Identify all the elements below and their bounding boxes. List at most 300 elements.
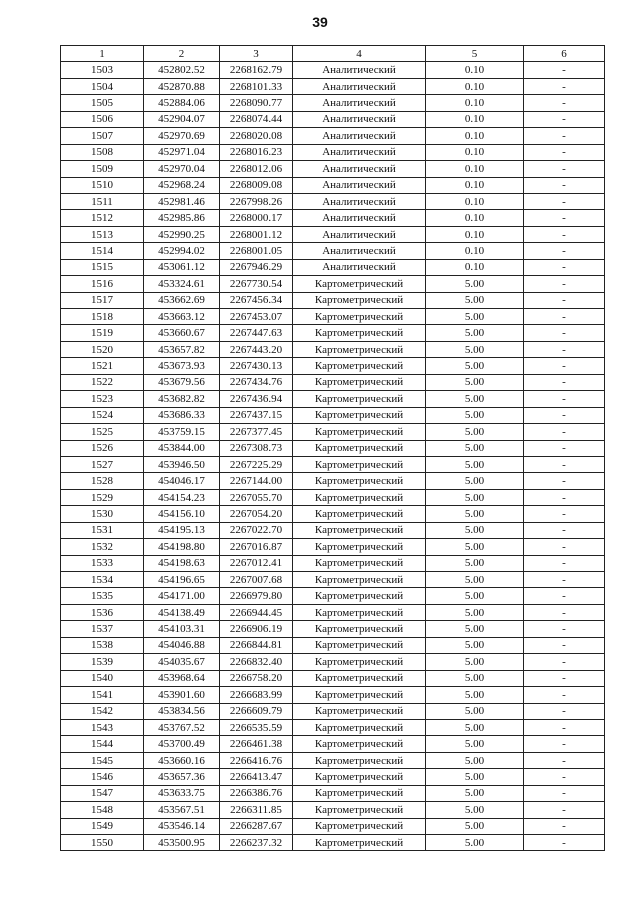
cell-note: -	[524, 588, 605, 604]
table-row	[61, 736, 605, 752]
table-row	[61, 802, 605, 818]
cell-point-number: 1547	[61, 785, 144, 801]
table-row	[61, 719, 605, 735]
cell-method: Картометрический	[293, 522, 426, 538]
cell-x-coordinate: 453682.82	[144, 391, 220, 407]
cell-x-coordinate: 452968.24	[144, 177, 220, 193]
cell-method: Картометрический	[293, 802, 426, 818]
table-row	[61, 341, 605, 357]
cell-accuracy: 5.00	[426, 769, 524, 785]
cell-note: -	[524, 407, 605, 423]
cell-accuracy: 5.00	[426, 621, 524, 637]
cell-note: -	[524, 325, 605, 341]
cell-point-number: 1548	[61, 802, 144, 818]
cell-x-coordinate: 453657.82	[144, 341, 220, 357]
cell-point-number: 1515	[61, 259, 144, 275]
table-row	[61, 62, 605, 78]
cell-y-coordinate: 2266844.81	[220, 637, 293, 653]
cell-x-coordinate: 453679.56	[144, 374, 220, 390]
table-row	[61, 358, 605, 374]
cell-accuracy: 5.00	[426, 473, 524, 489]
cell-point-number: 1520	[61, 341, 144, 357]
cell-method: Картометрический	[293, 588, 426, 604]
cell-note: -	[524, 424, 605, 440]
cell-accuracy: 0.10	[426, 210, 524, 226]
cell-x-coordinate: 452994.02	[144, 243, 220, 259]
cell-y-coordinate: 2266758.20	[220, 670, 293, 686]
cell-y-coordinate: 2266906.19	[220, 621, 293, 637]
cell-note: -	[524, 62, 605, 78]
cell-note: -	[524, 341, 605, 357]
cell-method: Аналитический	[293, 243, 426, 259]
cell-x-coordinate: 452884.06	[144, 95, 220, 111]
cell-point-number: 1534	[61, 572, 144, 588]
cell-y-coordinate: 2267437.15	[220, 407, 293, 423]
cell-point-number: 1525	[61, 424, 144, 440]
cell-note: -	[524, 177, 605, 193]
table-row	[61, 193, 605, 209]
cell-note: -	[524, 736, 605, 752]
cell-point-number: 1538	[61, 637, 144, 653]
coordinates-table	[60, 45, 605, 851]
cell-x-coordinate: 453500.95	[144, 835, 220, 851]
cell-y-coordinate: 2267377.45	[220, 424, 293, 440]
table-row	[61, 309, 605, 325]
cell-point-number: 1550	[61, 835, 144, 851]
table-header	[61, 46, 605, 62]
table-row	[61, 604, 605, 620]
cell-x-coordinate: 453324.61	[144, 276, 220, 292]
cell-x-coordinate: 452985.86	[144, 210, 220, 226]
cell-point-number: 1543	[61, 719, 144, 735]
cell-note: -	[524, 128, 605, 144]
cell-accuracy: 5.00	[426, 309, 524, 325]
cell-x-coordinate: 452971.04	[144, 144, 220, 160]
cell-method: Аналитический	[293, 111, 426, 127]
cell-note: -	[524, 243, 605, 259]
cell-x-coordinate: 453844.00	[144, 440, 220, 456]
cell-y-coordinate: 2267447.63	[220, 325, 293, 341]
cell-x-coordinate: 453061.12	[144, 259, 220, 275]
cell-accuracy: 5.00	[426, 341, 524, 357]
cell-method: Картометрический	[293, 703, 426, 719]
column-header-x-coordinate: 2	[144, 46, 220, 62]
cell-note: -	[524, 703, 605, 719]
table-row	[61, 243, 605, 259]
cell-accuracy: 5.00	[426, 752, 524, 768]
cell-note: -	[524, 226, 605, 242]
cell-method: Аналитический	[293, 62, 426, 78]
cell-y-coordinate: 2267434.76	[220, 374, 293, 390]
cell-accuracy: 5.00	[426, 456, 524, 472]
cell-y-coordinate: 2268001.05	[220, 243, 293, 259]
cell-accuracy: 5.00	[426, 572, 524, 588]
cell-method: Картометрический	[293, 604, 426, 620]
cell-point-number: 1518	[61, 309, 144, 325]
cell-x-coordinate: 454196.65	[144, 572, 220, 588]
cell-point-number: 1529	[61, 489, 144, 505]
cell-accuracy: 5.00	[426, 506, 524, 522]
cell-note: -	[524, 802, 605, 818]
cell-method: Картометрический	[293, 719, 426, 735]
cell-method: Картометрический	[293, 670, 426, 686]
table-row	[61, 161, 605, 177]
cell-method: Картометрический	[293, 473, 426, 489]
cell-point-number: 1505	[61, 95, 144, 111]
cell-x-coordinate: 453662.69	[144, 292, 220, 308]
cell-accuracy: 0.10	[426, 95, 524, 111]
cell-point-number: 1542	[61, 703, 144, 719]
column-header-note: 6	[524, 46, 605, 62]
cell-x-coordinate: 453968.64	[144, 670, 220, 686]
cell-method: Аналитический	[293, 177, 426, 193]
cell-accuracy: 5.00	[426, 719, 524, 735]
cell-x-coordinate: 454198.80	[144, 539, 220, 555]
cell-note: -	[524, 539, 605, 555]
cell-accuracy: 5.00	[426, 654, 524, 670]
column-header-y-coordinate: 3	[220, 46, 293, 62]
table-row	[61, 111, 605, 127]
cell-accuracy: 5.00	[426, 637, 524, 653]
table-row	[61, 391, 605, 407]
cell-method: Картометрический	[293, 555, 426, 571]
cell-y-coordinate: 2266944.45	[220, 604, 293, 620]
cell-accuracy: 5.00	[426, 391, 524, 407]
cell-accuracy: 5.00	[426, 703, 524, 719]
page-number: 39	[312, 14, 328, 30]
cell-method: Картометрический	[293, 325, 426, 341]
table-row	[61, 621, 605, 637]
cell-x-coordinate: 453767.52	[144, 719, 220, 735]
cell-x-coordinate: 453673.93	[144, 358, 220, 374]
cell-accuracy: 5.00	[426, 358, 524, 374]
table-row	[61, 752, 605, 768]
cell-point-number: 1504	[61, 78, 144, 94]
cell-note: -	[524, 144, 605, 160]
cell-accuracy: 5.00	[426, 555, 524, 571]
cell-note: -	[524, 111, 605, 127]
cell-method: Картометрический	[293, 456, 426, 472]
cell-accuracy: 5.00	[426, 374, 524, 390]
cell-point-number: 1540	[61, 670, 144, 686]
cell-method: Картометрический	[293, 506, 426, 522]
cell-accuracy: 5.00	[426, 489, 524, 505]
cell-point-number: 1539	[61, 654, 144, 670]
cell-x-coordinate: 454046.17	[144, 473, 220, 489]
cell-y-coordinate: 2266287.67	[220, 818, 293, 834]
cell-method: Аналитический	[293, 78, 426, 94]
cell-y-coordinate: 2267016.87	[220, 539, 293, 555]
cell-point-number: 1528	[61, 473, 144, 489]
cell-accuracy: 5.00	[426, 276, 524, 292]
cell-y-coordinate: 2267144.00	[220, 473, 293, 489]
table-row	[61, 292, 605, 308]
table-row	[61, 128, 605, 144]
cell-point-number: 1530	[61, 506, 144, 522]
cell-x-coordinate: 453657.36	[144, 769, 220, 785]
cell-accuracy: 5.00	[426, 539, 524, 555]
cell-point-number: 1536	[61, 604, 144, 620]
cell-point-number: 1510	[61, 177, 144, 193]
cell-note: -	[524, 522, 605, 538]
cell-method: Аналитический	[293, 259, 426, 275]
table-row	[61, 572, 605, 588]
table-row	[61, 555, 605, 571]
cell-accuracy: 5.00	[426, 670, 524, 686]
cell-x-coordinate: 453633.75	[144, 785, 220, 801]
table-row	[61, 144, 605, 160]
table-row	[61, 522, 605, 538]
cell-point-number: 1527	[61, 456, 144, 472]
cell-point-number: 1503	[61, 62, 144, 78]
cell-x-coordinate: 453546.14	[144, 818, 220, 834]
table-row	[61, 818, 605, 834]
cell-y-coordinate: 2266461.38	[220, 736, 293, 752]
cell-x-coordinate: 453946.50	[144, 456, 220, 472]
cell-method: Картометрический	[293, 835, 426, 851]
cell-method: Аналитический	[293, 144, 426, 160]
cell-y-coordinate: 2266237.32	[220, 835, 293, 851]
cell-y-coordinate: 2266386.76	[220, 785, 293, 801]
cell-x-coordinate: 454035.67	[144, 654, 220, 670]
cell-point-number: 1511	[61, 193, 144, 209]
cell-note: -	[524, 785, 605, 801]
table-row	[61, 78, 605, 94]
cell-note: -	[524, 358, 605, 374]
cell-point-number: 1522	[61, 374, 144, 390]
cell-accuracy: 0.10	[426, 259, 524, 275]
cell-point-number: 1537	[61, 621, 144, 637]
cell-note: -	[524, 193, 605, 209]
cell-y-coordinate: 2267436.94	[220, 391, 293, 407]
cell-point-number: 1541	[61, 687, 144, 703]
cell-y-coordinate: 2266609.79	[220, 703, 293, 719]
cell-accuracy: 5.00	[426, 802, 524, 818]
cell-x-coordinate: 452970.69	[144, 128, 220, 144]
cell-point-number: 1545	[61, 752, 144, 768]
table-row	[61, 769, 605, 785]
cell-y-coordinate: 2268074.44	[220, 111, 293, 127]
cell-y-coordinate: 2268009.08	[220, 177, 293, 193]
cell-note: -	[524, 440, 605, 456]
cell-method: Аналитический	[293, 226, 426, 242]
cell-note: -	[524, 276, 605, 292]
cell-point-number: 1526	[61, 440, 144, 456]
cell-y-coordinate: 2268000.17	[220, 210, 293, 226]
cell-method: Картометрический	[293, 489, 426, 505]
cell-method: Картометрический	[293, 309, 426, 325]
cell-y-coordinate: 2268162.79	[220, 62, 293, 78]
cell-x-coordinate: 452970.04	[144, 161, 220, 177]
cell-method: Картометрический	[293, 818, 426, 834]
cell-x-coordinate: 454198.63	[144, 555, 220, 571]
table-row	[61, 276, 605, 292]
cell-point-number: 1507	[61, 128, 144, 144]
cell-x-coordinate: 453759.15	[144, 424, 220, 440]
cell-y-coordinate: 2266832.40	[220, 654, 293, 670]
cell-point-number: 1523	[61, 391, 144, 407]
cell-note: -	[524, 161, 605, 177]
cell-y-coordinate: 2268012.06	[220, 161, 293, 177]
cell-method: Картометрический	[293, 374, 426, 390]
cell-note: -	[524, 670, 605, 686]
cell-point-number: 1524	[61, 407, 144, 423]
cell-note: -	[524, 604, 605, 620]
cell-note: -	[524, 818, 605, 834]
cell-x-coordinate: 454046.88	[144, 637, 220, 653]
cell-note: -	[524, 572, 605, 588]
cell-accuracy: 0.10	[426, 193, 524, 209]
cell-point-number: 1506	[61, 111, 144, 127]
cell-note: -	[524, 555, 605, 571]
cell-y-coordinate: 2268090.77	[220, 95, 293, 111]
cell-point-number: 1549	[61, 818, 144, 834]
cell-x-coordinate: 454154.23	[144, 489, 220, 505]
cell-note: -	[524, 654, 605, 670]
cell-method: Картометрический	[293, 391, 426, 407]
cell-accuracy: 0.10	[426, 111, 524, 127]
cell-accuracy: 0.10	[426, 62, 524, 78]
cell-method: Картометрический	[293, 769, 426, 785]
table-row	[61, 506, 605, 522]
table-row	[61, 407, 605, 423]
cell-point-number: 1531	[61, 522, 144, 538]
cell-accuracy: 5.00	[426, 292, 524, 308]
cell-point-number: 1532	[61, 539, 144, 555]
cell-x-coordinate: 453660.67	[144, 325, 220, 341]
cell-y-coordinate: 2266535.59	[220, 719, 293, 735]
table-row	[61, 210, 605, 226]
cell-y-coordinate: 2266979.80	[220, 588, 293, 604]
cell-x-coordinate: 453663.12	[144, 309, 220, 325]
table-row	[61, 785, 605, 801]
table-row	[61, 325, 605, 341]
cell-method: Картометрический	[293, 621, 426, 637]
cell-y-coordinate: 2267225.29	[220, 456, 293, 472]
cell-y-coordinate: 2267998.26	[220, 193, 293, 209]
cell-y-coordinate: 2266683.99	[220, 687, 293, 703]
cell-method: Аналитический	[293, 210, 426, 226]
cell-point-number: 1544	[61, 736, 144, 752]
cell-accuracy: 5.00	[426, 440, 524, 456]
cell-note: -	[524, 309, 605, 325]
table-row	[61, 424, 605, 440]
cell-method: Картометрический	[293, 424, 426, 440]
table-row	[61, 654, 605, 670]
cell-note: -	[524, 637, 605, 653]
cell-note: -	[524, 769, 605, 785]
cell-x-coordinate: 453660.16	[144, 752, 220, 768]
cell-point-number: 1519	[61, 325, 144, 341]
cell-point-number: 1535	[61, 588, 144, 604]
cell-point-number: 1516	[61, 276, 144, 292]
cell-note: -	[524, 456, 605, 472]
cell-x-coordinate: 453700.49	[144, 736, 220, 752]
cell-y-coordinate: 2266416.76	[220, 752, 293, 768]
cell-note: -	[524, 292, 605, 308]
cell-accuracy: 5.00	[426, 325, 524, 341]
cell-method: Аналитический	[293, 95, 426, 111]
cell-note: -	[524, 835, 605, 851]
cell-x-coordinate: 453567.51	[144, 802, 220, 818]
cell-y-coordinate: 2267054.20	[220, 506, 293, 522]
cell-point-number: 1514	[61, 243, 144, 259]
cell-method: Картометрический	[293, 785, 426, 801]
table-row	[61, 226, 605, 242]
cell-method: Картометрический	[293, 654, 426, 670]
cell-note: -	[524, 621, 605, 637]
cell-y-coordinate: 2267055.70	[220, 489, 293, 505]
cell-method: Картометрический	[293, 752, 426, 768]
table-row	[61, 95, 605, 111]
header-row	[61, 46, 605, 62]
table-row	[61, 835, 605, 851]
cell-x-coordinate: 454103.31	[144, 621, 220, 637]
cell-point-number: 1546	[61, 769, 144, 785]
cell-note: -	[524, 506, 605, 522]
cell-note: -	[524, 259, 605, 275]
cell-x-coordinate: 452904.07	[144, 111, 220, 127]
cell-x-coordinate: 453901.60	[144, 687, 220, 703]
cell-y-coordinate: 2267007.68	[220, 572, 293, 588]
cell-method: Картометрический	[293, 358, 426, 374]
cell-y-coordinate: 2266413.47	[220, 769, 293, 785]
cell-y-coordinate: 2267012.41	[220, 555, 293, 571]
cell-accuracy: 5.00	[426, 522, 524, 538]
cell-x-coordinate: 453686.33	[144, 407, 220, 423]
cell-method: Картометрический	[293, 539, 426, 555]
cell-method: Аналитический	[293, 161, 426, 177]
cell-y-coordinate: 2267308.73	[220, 440, 293, 456]
table-row	[61, 374, 605, 390]
cell-accuracy: 0.10	[426, 144, 524, 160]
column-header-method: 4	[293, 46, 426, 62]
cell-method: Картометрический	[293, 572, 426, 588]
table-row	[61, 456, 605, 472]
cell-method: Картометрический	[293, 736, 426, 752]
cell-accuracy: 5.00	[426, 785, 524, 801]
cell-note: -	[524, 210, 605, 226]
table-row	[61, 489, 605, 505]
cell-accuracy: 5.00	[426, 687, 524, 703]
table-row	[61, 539, 605, 555]
cell-note: -	[524, 473, 605, 489]
table-row	[61, 637, 605, 653]
cell-accuracy: 0.10	[426, 128, 524, 144]
cell-note: -	[524, 95, 605, 111]
cell-note: -	[524, 752, 605, 768]
cell-method: Аналитический	[293, 193, 426, 209]
cell-y-coordinate: 2267453.07	[220, 309, 293, 325]
cell-accuracy: 5.00	[426, 604, 524, 620]
cell-accuracy: 0.10	[426, 177, 524, 193]
cell-method: Картометрический	[293, 637, 426, 653]
cell-accuracy: 0.10	[426, 78, 524, 94]
cell-note: -	[524, 489, 605, 505]
cell-y-coordinate: 2268016.23	[220, 144, 293, 160]
cell-y-coordinate: 2268001.12	[220, 226, 293, 242]
cell-point-number: 1533	[61, 555, 144, 571]
cell-accuracy: 5.00	[426, 588, 524, 604]
column-header-point-number: 1	[61, 46, 144, 62]
cell-accuracy: 5.00	[426, 407, 524, 423]
cell-note: -	[524, 719, 605, 735]
cell-accuracy: 5.00	[426, 424, 524, 440]
cell-method: Картометрический	[293, 292, 426, 308]
cell-point-number: 1521	[61, 358, 144, 374]
cell-y-coordinate: 2266311.85	[220, 802, 293, 818]
cell-y-coordinate: 2267730.54	[220, 276, 293, 292]
